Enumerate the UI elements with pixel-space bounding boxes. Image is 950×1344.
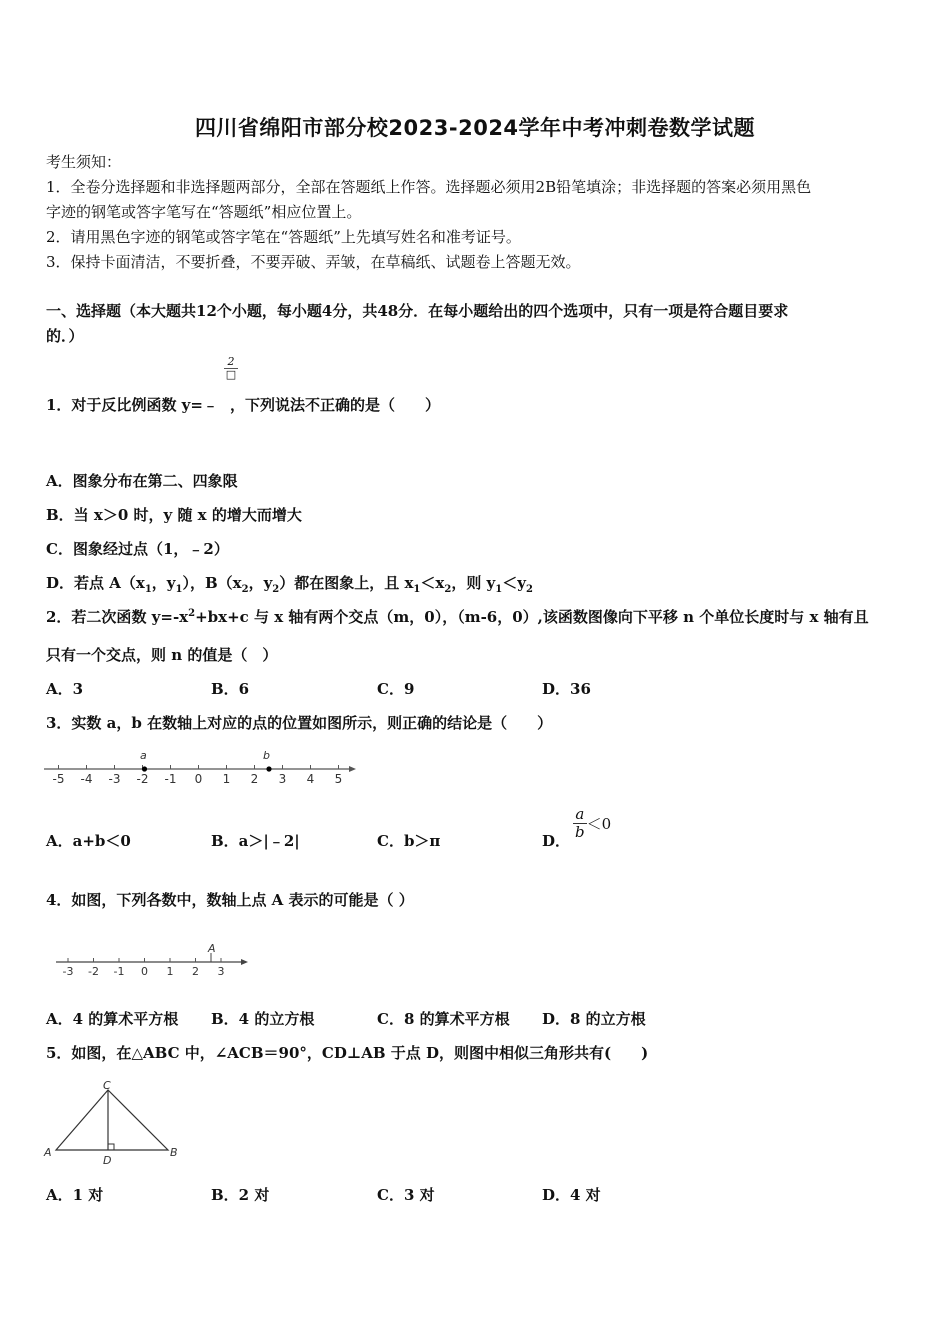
q5-label-b: B	[170, 1146, 178, 1159]
q2-option-b: B．6	[211, 680, 250, 698]
q1-stem-start: 1．对于反比例函数 y=﹣	[46, 396, 218, 414]
notice-item-2: 2．请用黑色字迹的钢笔或答字笔在“答题纸”上先填写姓名和准考证号。	[46, 228, 521, 246]
q5-option-d: D．4 对	[542, 1186, 601, 1204]
q1-d-sub-6: 2	[444, 584, 452, 595]
page-title: 四川省绵阳市部分校2023-2024学年中考冲刺卷数学试题	[194, 116, 756, 140]
q3-point-b	[266, 766, 271, 771]
q1-d-text-5: ）都在图象上，且 x	[279, 574, 414, 592]
q4-tick-label: -1	[113, 965, 125, 978]
notice-item-3: 3．保持卡面清洁，不要折叠，不要弄破、弄皱，在草稿纸、试题卷上答题无效。	[46, 253, 581, 271]
q1-d-text-2: ，y	[151, 574, 176, 592]
q4-tick-label: -3	[62, 965, 74, 978]
q4-option-a: A．4 的算术平方根	[46, 1010, 179, 1028]
q1-fraction	[224, 356, 238, 381]
q3-option-d-expression	[573, 806, 611, 841]
q3-tick-label: 3	[278, 772, 287, 786]
q3-label-a: a	[140, 749, 147, 762]
q4-stem: 4．如图，下列各数中，数轴上点 A 表示的可能是（ ）	[46, 891, 414, 909]
q1-d-sub-8: 2	[525, 584, 533, 595]
q1-d-sub-2: 1	[175, 584, 183, 595]
q3-tick-label: 0	[194, 772, 203, 786]
q5-label-c: C	[103, 1079, 111, 1092]
section-heading-line-2: 的．）	[46, 327, 84, 345]
q3-option-d-fraction	[573, 806, 587, 841]
q3-option-d-numerator: a	[573, 806, 587, 824]
q2-stem-line-2: 只有一个交点，则 n 的值是（ ）	[46, 646, 278, 664]
q3-tick-label: 1	[222, 772, 231, 786]
q2-option-c: C．9	[377, 680, 415, 698]
q3-option-c: C．b＞π	[377, 832, 441, 850]
q3-tick-label: -5	[52, 772, 65, 786]
q3-option-d-prefix: D．	[542, 832, 571, 850]
q4-option-d: D．8 的立方根	[542, 1010, 646, 1028]
q4-number-line	[50, 940, 250, 980]
q5-triangle-abc	[56, 1090, 168, 1150]
q1-d-sub-4: 2	[272, 584, 280, 595]
q1-d-sub-5: 1	[413, 584, 421, 595]
q5-triangle-figure	[40, 1078, 190, 1168]
q1-d-text-4: ，y	[248, 574, 273, 592]
q1-fraction-denominator: □	[225, 368, 237, 381]
q1-stem	[46, 395, 440, 415]
q4-tick-label: 2	[192, 965, 199, 978]
q4-tick-label: 1	[166, 965, 174, 978]
q4-option-c: C．8 的算术平方根	[377, 1010, 510, 1028]
q3-tick-label: -2	[136, 772, 149, 786]
q1-d-sub-3: 2	[241, 584, 249, 595]
q1-fraction-numerator: 2	[224, 356, 238, 369]
q3-option-a: A．a+b＜0	[46, 832, 131, 850]
q5-stem: 5．如图，在△ABC 中，∠ACB＝90°，CD⊥AB 于点 D，则图中相似三角形共有( )	[46, 1044, 649, 1062]
q2-stem-exponent: 2	[188, 608, 196, 619]
q3-tick-label: 2	[250, 772, 259, 786]
q5-label-d: D	[103, 1154, 112, 1167]
q3-label-b: b	[263, 749, 270, 762]
q4-label-a: A	[208, 942, 216, 955]
q2-option-d: D．36	[542, 680, 591, 698]
q2-stem-part-1: 2．若二次函数 y=-x	[46, 608, 189, 626]
q1-stem-end: ，下列说法不正确的是（ ）	[229, 396, 440, 414]
q1-d-text-8: ＜y	[502, 574, 526, 592]
q1-d-text-3: ），B（x	[182, 574, 242, 592]
q5-option-c: C．3 对	[377, 1186, 435, 1204]
q1-d-sub-7: 1	[495, 584, 503, 595]
q4-axis-arrow	[241, 959, 248, 965]
q1-d-text-6: ＜x	[420, 574, 445, 592]
q5-label-a: A	[44, 1146, 52, 1159]
q1-option-b: B．当 x＞0 时，y 随 x 的增大而增大	[46, 506, 302, 524]
q2-stem-part-2: +bx+c 与 x 轴有两个交点（m，0），（m-6，0）,该函数图像向下平移 n 个单位长度时与 x 轴有且	[195, 608, 869, 626]
q3-stem: 3．实数 a，b 在数轴上对应的点的位置如图所示，则正确的结论是（ ）	[46, 714, 553, 732]
q1-d-sub-1: 1	[144, 584, 152, 595]
q3-tick-label: 4	[306, 772, 315, 786]
section-heading-line-1: 一、选择题（本大题共12个小题，每小题4分，共48分．在每小题给出的四个选项中，只有一项是符合题目要求	[46, 302, 789, 320]
q4-tick-label: 0	[141, 965, 148, 978]
q1-option-d	[46, 573, 533, 593]
q3-option-b: B．a＞|﹣2|	[211, 832, 300, 850]
q1-option-c: C．图象经过点（1，﹣2）	[46, 540, 229, 558]
notice-heading: 考生须知：	[46, 153, 122, 171]
q4-option-b: B．4 的立方根	[211, 1010, 315, 1028]
notice-item-1-line-1: 1．全卷分选择题和非选择题两部分，全部在答题纸上作答。选择题必须用2B铅笔填涂；非选择题的答案必须用黑色	[46, 178, 812, 196]
q1-d-text-1: D．若点 A（x	[46, 574, 145, 592]
q2-option-a: A．3	[46, 680, 84, 698]
q5-option-a: A．1 对	[46, 1186, 104, 1204]
q3-tick-label: -4	[80, 772, 93, 786]
q4-tick-label: -2	[88, 965, 99, 978]
q4-tick-label: 3	[217, 965, 225, 978]
q3-tick-label: 5	[334, 772, 343, 786]
notice-item-1-line-2: 字迹的钢笔或答字笔写在“答题纸”相应位置上。	[46, 203, 362, 221]
q2-stem-line-1	[46, 607, 869, 627]
q3-number-line	[40, 745, 360, 787]
q3-option-d-inequality: ＜0	[586, 815, 612, 833]
q1-d-text-7: ，则 y	[451, 574, 496, 592]
q3-option-d-denominator: b	[575, 823, 585, 841]
q3-tick-label: -3	[108, 772, 121, 786]
q5-option-b: B．2 对	[211, 1186, 270, 1204]
q3-tick-label: -1	[164, 772, 177, 786]
q3-point-a	[142, 766, 147, 771]
q1-option-a: A．图象分布在第二、四象限	[46, 472, 238, 490]
q3-axis-arrow	[349, 766, 356, 772]
q5-right-angle-mark	[108, 1144, 114, 1150]
